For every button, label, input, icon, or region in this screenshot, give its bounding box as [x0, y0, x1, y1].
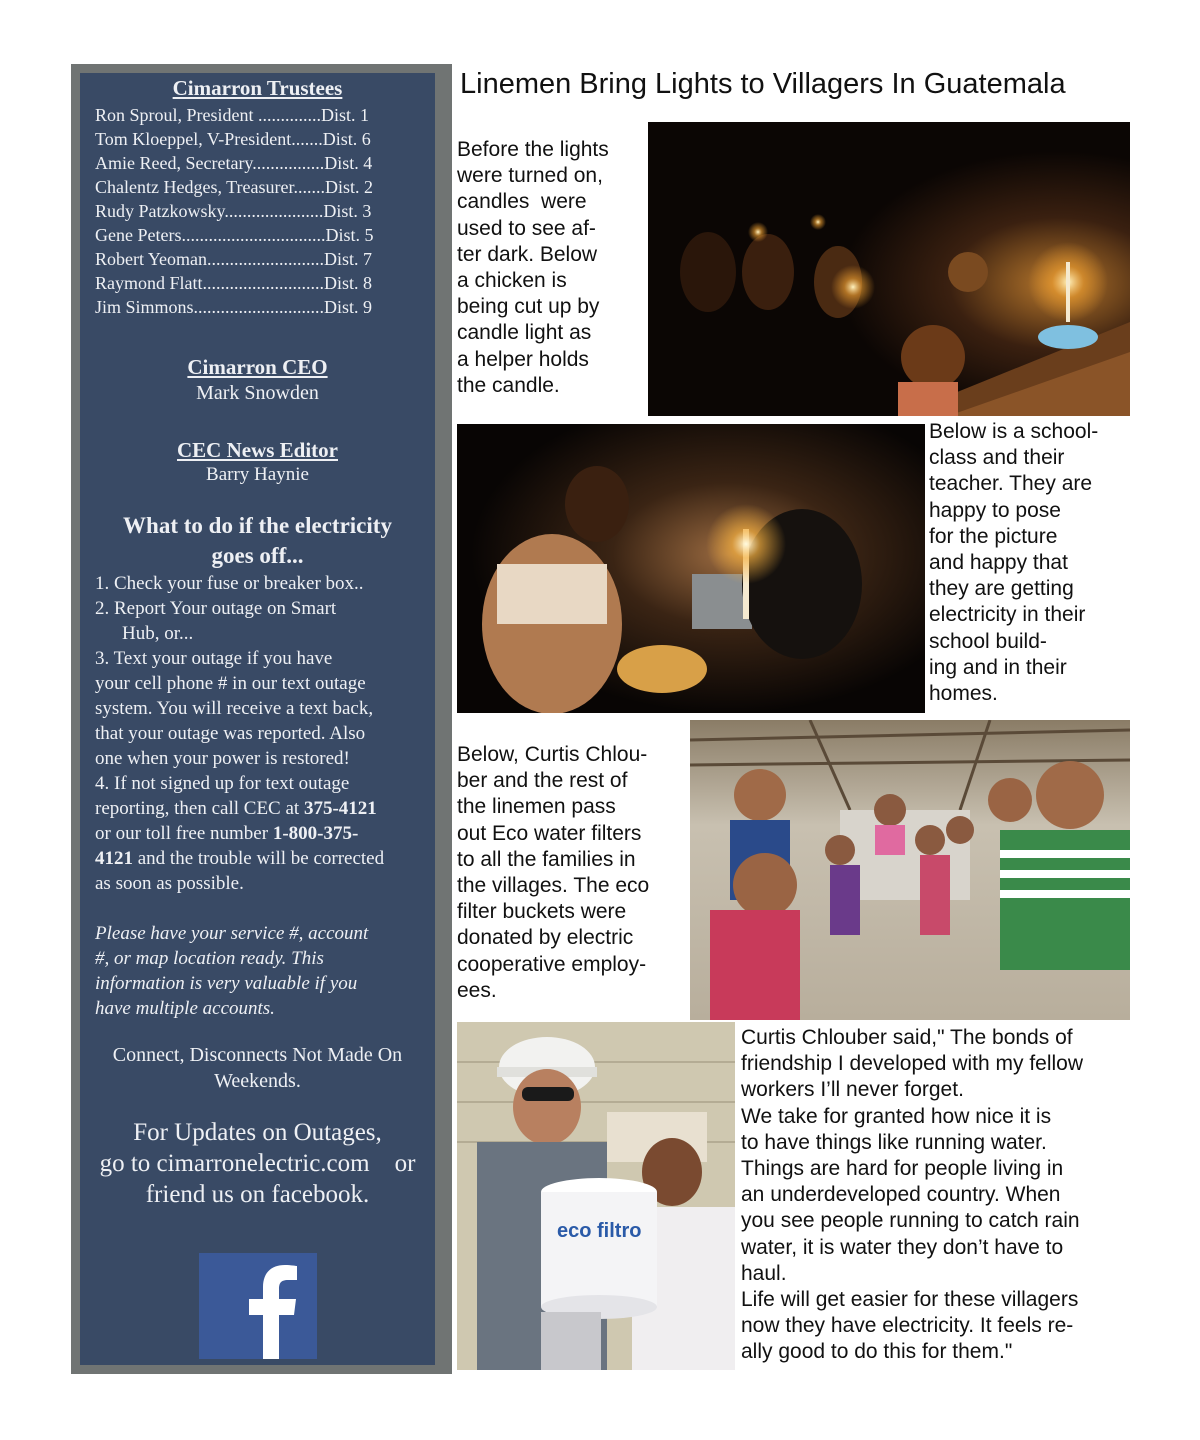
caption-line: electricity in their — [929, 603, 1086, 627]
outage-step-2: 2. Report Your outage on Smart — [95, 598, 337, 619]
sidebar — [71, 64, 452, 1374]
sidebar-panel — [80, 73, 435, 1365]
phone-number-toll-free: 1-800-375- — [272, 823, 359, 844]
outage-step-4-text: reporting, then call CEC at — [95, 798, 304, 819]
quote-line: friendship I developed with my fellow — [741, 1052, 1084, 1076]
caption-line: candles were — [457, 190, 587, 214]
bucket-label: eco filtro — [557, 1220, 642, 1242]
updates-link-text[interactable]: go to cimarronelectric.com or — [99, 1150, 416, 1177]
facebook-icon[interactable] — [199, 1253, 317, 1359]
account-note: #, or map location ready. This — [95, 948, 324, 969]
trustee-line: Raymond Flatt...........................Dist. 8 — [95, 273, 373, 293]
quote-line: Life will get easier for these villagers — [741, 1288, 1079, 1312]
caption-line: donated by electric — [457, 926, 634, 950]
trustee-line: Amie Reed, Secretary................Dist. 4 — [95, 153, 373, 173]
quote-curtis-chlouber — [741, 1025, 1083, 1366]
outage-step-4 — [95, 821, 358, 846]
outage-step-2: Hub, or... — [122, 623, 194, 644]
caption-line: homes. — [929, 682, 998, 706]
quote-line: Curtis Chlouber said," The bonds of — [741, 1026, 1073, 1049]
caption-line: to all the families in — [457, 847, 636, 871]
account-note: information is very valuable if you — [95, 973, 358, 994]
quote-line: workers I’ll never forget. — [741, 1078, 964, 1102]
outage-step-4-text: or our toll free number — [95, 823, 273, 844]
outage-heading: What to do if the electricity — [123, 513, 392, 538]
quote-line: haul. — [741, 1261, 787, 1285]
quote-line: you see people running to catch rain — [741, 1209, 1080, 1233]
caption-line: Below is a school- — [929, 420, 1099, 443]
caption-line: class and their — [929, 446, 1065, 470]
quote-line: water, it is water they don’t have to — [741, 1235, 1064, 1259]
updates-text: friend us on facebook. — [145, 1181, 370, 1208]
editor-name: Barry Haynie — [206, 464, 309, 485]
editor-heading: CEC News Editor — [177, 438, 338, 462]
account-note: Please have your service #, account — [95, 923, 369, 944]
quote-line: an underdeveloped country. When — [741, 1183, 1061, 1207]
updates-text: For Updates on Outages, — [133, 1119, 382, 1146]
trustee-line: Robert Yeoman..........................Dist. 7 — [95, 249, 373, 269]
quote-line: Things are hard for people living in — [741, 1157, 1064, 1181]
trustee-line: Chalentz Hedges, Treasurer.......Dist. 2 — [95, 177, 373, 197]
caption-line: a helper holds — [457, 347, 589, 371]
caption-line: and happy that — [929, 551, 1068, 575]
caption-line: cooperative employ- — [457, 952, 647, 976]
quote-line: We take for granted how nice it is — [741, 1104, 1052, 1128]
ceo-heading: Cimarron CEO — [187, 355, 328, 379]
ceo-name: Mark Snowden — [196, 382, 319, 404]
caption-line: ter dark. Below — [457, 242, 598, 266]
outage-step-3: that your outage was reported. Also — [95, 723, 366, 744]
caption-line: candle light as — [457, 321, 592, 345]
quote-line: ally good to do this for them." — [741, 1340, 1013, 1364]
trustee-line: Rudy Patzkowsky......................Dist. 3 — [95, 201, 372, 221]
caption-line: the linemen pass — [457, 795, 616, 819]
quote-line: now they have electricity. It feels re- — [741, 1314, 1074, 1338]
caption-candles — [457, 137, 609, 399]
quote-line: to have things like running water. — [741, 1130, 1047, 1154]
caption-line: ber and the rest of — [457, 769, 628, 793]
caption-line: teacher. They are — [929, 472, 1093, 496]
caption-eco-filters — [457, 742, 649, 1004]
caption-line: ees. — [457, 978, 497, 1002]
trustee-line: Ron Sproul, President ..............Dist. 1 — [95, 105, 370, 125]
outage-step-4-text: and the trouble will be corrected — [133, 848, 385, 869]
outage-step-3: system. You will receive a text back, — [95, 698, 374, 719]
outage-step-3: your cell phone # in our text outage — [95, 673, 366, 694]
caption-line: being cut up by — [457, 295, 600, 319]
weekend-notice: Connect, Disconnects Not Made On — [112, 1044, 403, 1066]
phone-number-toll-free: 4121 — [95, 848, 133, 869]
photo-candlelit-villagers — [648, 122, 1130, 416]
trustee-line: Gene Peters................................Dist. 5 — [95, 225, 374, 245]
caption-line: a chicken is — [457, 269, 567, 293]
account-note: have multiple accounts. — [95, 998, 275, 1019]
photo-schoolclass — [690, 720, 1130, 1020]
caption-line: Before the lights — [457, 138, 609, 161]
trustees-heading: Cimarron Trustees — [172, 76, 343, 100]
outage-step-3: one when your power is restored! — [95, 748, 350, 769]
weekend-notice: Weekends. — [214, 1070, 301, 1092]
photo-chicken-by-candlelight — [457, 424, 925, 713]
photo-eco-filter-handoff — [457, 1022, 735, 1370]
caption-line: out Eco water filters — [457, 821, 642, 845]
caption-line: the candle. — [457, 373, 560, 397]
outage-heading: goes off... — [211, 543, 304, 568]
trustee-line: Jim Simmons.............................Dist. 9 — [95, 297, 373, 317]
caption-line: Below, Curtis Chlou- — [457, 743, 648, 766]
outage-step-4: 4. If not signed up for text outage — [95, 773, 350, 794]
outage-step-3: 3. Text your outage if you have — [95, 648, 333, 669]
caption-line: filter buckets were — [457, 900, 627, 924]
article-title: Linemen Bring Lights to Villagers In Guatemala — [460, 68, 1066, 100]
outage-step-1: 1. Check your fuse or breaker box.. — [95, 573, 364, 594]
outage-step-4 — [95, 796, 377, 821]
caption-line: the villages. The eco — [457, 874, 650, 898]
caption-line: school build- — [929, 629, 1047, 653]
caption-line: were turned on, — [457, 164, 603, 188]
caption-schoolclass — [929, 419, 1098, 707]
outage-step-4 — [95, 846, 384, 871]
caption-line: for the picture — [929, 524, 1058, 548]
trustee-line: Tom Kloeppel, V-President.......Dist. 6 — [95, 129, 371, 149]
phone-number-local: 375-4121 — [303, 798, 377, 819]
facebook-f-glyph — [199, 1253, 317, 1359]
caption-line: used to see af- — [457, 216, 596, 240]
outage-step-4: as soon as possible. — [95, 873, 244, 894]
caption-line: they are getting — [929, 577, 1074, 601]
caption-line: ing and in their — [929, 655, 1067, 679]
caption-line: happy to pose — [929, 498, 1061, 522]
